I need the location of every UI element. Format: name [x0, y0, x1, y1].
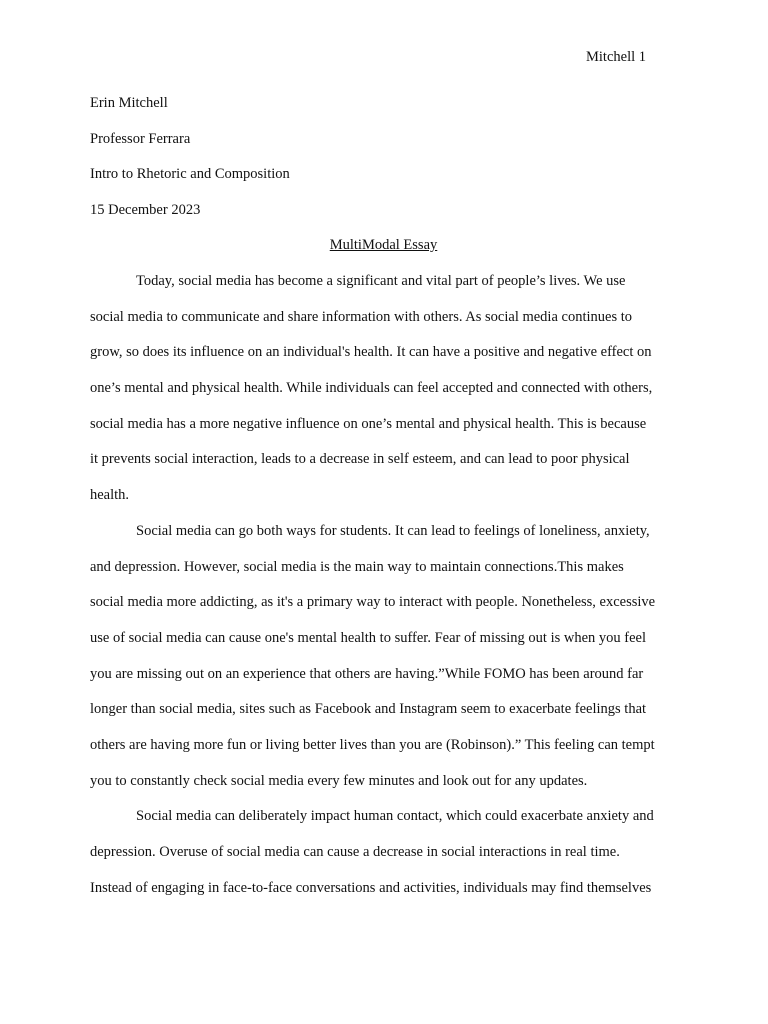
- paragraph-line: and depression. However, social media is the main way to maintain connections.This makes: [90, 558, 624, 575]
- running-head: Mitchell 1: [586, 49, 647, 65]
- author-name: Erin Mitchell: [90, 95, 168, 111]
- paragraph-line: social media has a more negative influence on one’s mental and physical health. This is because: [90, 415, 647, 432]
- paragraph-line: you are missing out on an experience that others are having.”While FOMO has been around far: [90, 665, 644, 682]
- paragraph-line: Today, social media has become a significant and vital part of people’s lives. We use: [136, 273, 626, 289]
- paragraph-line: longer than social media, sites such as Facebook and Instagram seem to exacerbate feelings that: [90, 701, 647, 718]
- paragraph-line: health.: [90, 487, 130, 504]
- essay-date: 15 December 2023: [90, 201, 201, 218]
- paragraph-line: Social media can deliberately impact human contact, which could exacerbate anxiety and: [136, 808, 654, 825]
- paragraph-line: Social media can go both ways for students. It can lead to feelings of loneliness, anxiety,: [136, 522, 650, 539]
- mla-heading: [90, 94, 290, 236]
- paragraph-line: you to constantly check social media every few minutes and look out for any updates.: [90, 772, 588, 789]
- course-name: Intro to Rhetoric and Composition: [90, 166, 290, 182]
- paragraph-line: use of social media can cause one's mental health to suffer. Fear of missing out is when you feel: [90, 629, 647, 646]
- paragraph-1: [90, 272, 680, 522]
- paragraph-2: [90, 522, 680, 808]
- paragraph-line: Instead of engaging in face-to-face conversations and activities, individuals may find themselves: [90, 879, 652, 896]
- paragraph-line: social media to communicate and share information with others. As social media continues to: [90, 308, 633, 325]
- paragraph-3: [90, 807, 680, 914]
- professor-name: Professor Ferrara: [90, 130, 191, 147]
- paragraph-line: one’s mental and physical health. While individuals can feel accepted and connected with others,: [90, 380, 653, 397]
- paragraph-line: grow, so does its influence on an individual's health. It can have a positive and negative effect on: [90, 344, 652, 361]
- paragraph-line: social media more addicting, as it's a primary way to interact with people. Nonetheless, excessive: [90, 594, 656, 611]
- essay-title: MultiModal Essay: [329, 237, 438, 253]
- paragraph-line: others are having more fun or living better lives than you are (Robinson).” This feeling can tempt: [90, 736, 655, 753]
- paragraph-line: it prevents social interaction, leads to a decrease in self esteem, and can lead to poor physical: [90, 451, 630, 468]
- paragraph-line: depression. Overuse of social media can cause a decrease in social interactions in real time.: [90, 844, 620, 860]
- essay-body: [90, 272, 680, 914]
